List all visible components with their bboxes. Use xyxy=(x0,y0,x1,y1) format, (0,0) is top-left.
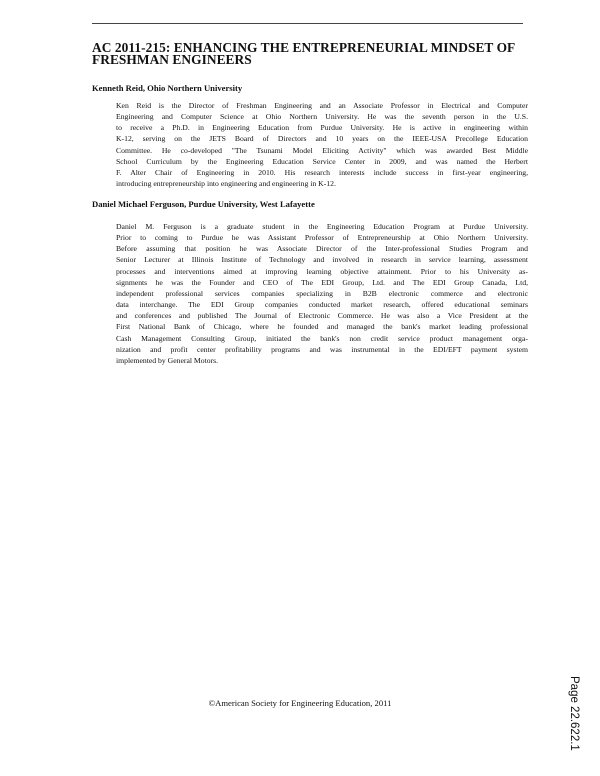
top-rule xyxy=(92,23,523,24)
bio-line: signments he was the Founder and CEO of The EDI Group, Ltd. and The EDI Group Canada, Ltd, xyxy=(116,277,528,287)
bio-line: Senior Lecturer at Illinois Institute of Technology and involved in research in service learning, assessment xyxy=(116,255,528,265)
bio-line: to receive a Ph.D. in Engineering Education from Purdue University. He is active in engineering within xyxy=(116,123,528,133)
bio-line: K-12, serving on the JETS Board of Directors and 10 years on the IEEE-USA Precollege Education xyxy=(116,134,528,144)
paper-title: AC 2011-215: ENHANCING THE ENTREPRENEURIAL MINDSET OF FRESHMAN ENGINEERS xyxy=(92,40,515,67)
author-bio xyxy=(116,221,528,366)
bio-line: Engineering and Computer Science at Ohio Northern University. He was the seventh person in the U.S. xyxy=(116,112,528,122)
bio-line: Cash Management Consulting Group, initiated the bank's non credit service product management orga- xyxy=(116,333,528,343)
page-number: Page 22.622.1 xyxy=(568,676,580,751)
bio-line: Daniel M. Ferguson is a graduate student in the Engineering Education Program at Purdue University. xyxy=(116,222,528,231)
bio-line: nization and profit center profitability programs and was instrumental in the EDI/EFT payment system xyxy=(116,344,528,354)
bio-line: Ken Reid is the Director of Freshman Engineering and an Associate Professor in Electrical and Computer xyxy=(116,101,528,110)
author-bio xyxy=(116,100,528,189)
bio-line: School Curriculum by the Engineering Education Service Center in 2009, and was named the Herbert xyxy=(116,156,528,166)
bio-line: implemented by General Motors. xyxy=(116,355,219,365)
bio-line: F. Alter Chair of Engineering in 2010. His research interests include success in first-year engineering, xyxy=(116,167,528,177)
bio-line: Prior to coming to Purdue he was Assistant Professor of Entrepreneurship at Ohio Northern University. xyxy=(116,233,528,243)
bio-line: Committee. He co-developed "The Tsunami Model Eliciting Activity" which was awarded Best Middle xyxy=(116,145,528,155)
bio-line: introducing entrepreneurship into engineering and engineering in K-12. xyxy=(116,179,336,189)
copyright-footer: ©American Society for Engineering Education, 2011 xyxy=(208,698,392,708)
bio-line: First National Bank of Chicago, where he founded and managed the bank's market leading professional xyxy=(116,322,528,332)
bio-line: Before assuming that position he was Associate Director of the Inter-professional Studies Program and xyxy=(116,244,528,254)
bio-line: and conferences and published The Journal of Electronic Commerce. He was also a Vice President at the xyxy=(116,311,528,321)
author-name: Kenneth Reid, Ohio Northern University xyxy=(92,83,243,93)
bio-line: data interchange. The EDI Group companies conducted market research, offered educational seminars xyxy=(116,300,528,310)
bio-line: processes and interventions aimed at improving learning objective attainment. Prior to his University as- xyxy=(116,266,528,276)
author-name: Daniel Michael Ferguson, Purdue University, West Lafayette xyxy=(92,199,315,209)
bio-line: independent professional services companies specializing in B2B electronic commerce and electronic xyxy=(116,288,528,298)
